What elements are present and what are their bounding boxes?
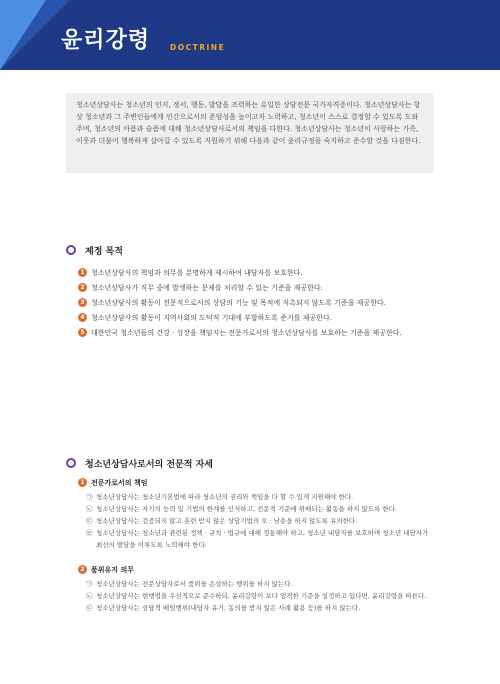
attitude-heading bbox=[66, 456, 434, 470]
dignity-list bbox=[86, 578, 434, 614]
list-item bbox=[78, 295, 402, 310]
list-marker: ㉢ bbox=[86, 604, 93, 612]
subsection-heading bbox=[78, 476, 434, 489]
list-item-text: 청소년상담사가 직무 중에 발생하는 문제를 처리할 수 있는 기준을 제공한다. bbox=[91, 283, 323, 292]
number-badge: 2 bbox=[78, 565, 87, 574]
page-title: 윤리강령 bbox=[61, 28, 151, 53]
number-badge: 3 bbox=[78, 298, 87, 307]
list-marker: ㉠ bbox=[86, 580, 93, 588]
list-item bbox=[78, 310, 402, 325]
number-badge: 1 bbox=[78, 268, 87, 277]
list-item-text: 청소년상담사는 자기의 능력 및 기법의 한계를 인식하고, 전문적 기준에 위배되는 활동을 하지 않도록 한다. bbox=[96, 505, 397, 513]
purpose-section bbox=[66, 243, 402, 340]
banner-stripe-light bbox=[0, 0, 46, 70]
page-subtitle: DOCTRINE bbox=[170, 43, 226, 52]
number-badge: 2 bbox=[78, 283, 87, 292]
responsibility-list bbox=[86, 491, 434, 551]
list-item-text: 대한민국 청소년들의 건강 · 성장을 책임지는 전문가로서의 청소년상담사를 보호하는 기준을 제공한다. bbox=[91, 328, 402, 337]
circle-bullet-icon bbox=[66, 458, 76, 468]
subsection-title: 전문가로서의 책임 bbox=[91, 478, 148, 487]
number-badge: 1 bbox=[78, 478, 87, 487]
list-marker: ㉡ bbox=[86, 505, 93, 513]
list-item bbox=[86, 503, 434, 515]
header-banner bbox=[0, 0, 500, 70]
list-marker: ㉠ bbox=[86, 493, 93, 501]
list-item bbox=[78, 280, 402, 295]
list-item-text: 청소년상담사는 청소년기본법에 따라 청소년의 권리와 책임을 다 할 수 있게 지원해야 한다. bbox=[96, 493, 354, 501]
list-marker: ㉢ bbox=[86, 517, 93, 525]
list-item bbox=[86, 602, 434, 614]
list-item-text: 청소년상담사의 책임과 의무를 분명하게 제시하여 내담자를 보호한다. bbox=[91, 268, 303, 277]
subsection-title: 품위유지 의무 bbox=[91, 565, 135, 574]
list-item-text: 청소년상담사는 전문상담자로서 품위를 손상하는 행위를 하지 않는다. bbox=[96, 580, 293, 588]
attitude-section bbox=[66, 456, 434, 614]
list-item bbox=[86, 515, 434, 527]
list-item bbox=[86, 491, 434, 503]
list-item bbox=[78, 325, 402, 340]
list-item bbox=[78, 265, 402, 280]
list-item-text: 청소년상담사는 상담적 배임행위(내담자 유기, 동의를 받지 않은 사례 활용 등)를 하지 않는다. bbox=[96, 604, 361, 612]
number-badge: 4 bbox=[78, 313, 87, 322]
list-marker: ㉡ bbox=[86, 592, 93, 600]
purpose-list bbox=[78, 265, 402, 340]
subsection-heading bbox=[78, 563, 434, 576]
circle-bullet-icon bbox=[66, 245, 76, 255]
purpose-title: 제정 목적 bbox=[85, 246, 123, 257]
number-badge: 5 bbox=[78, 328, 87, 337]
intro-paragraph: 청소년상담사는 청소년의 인지, 정서, 행동, 발달을 조력하는 유일한 상담전문 국가자격증이다. 청소년상담사는 항상 청소년과 그 주변인들에게 인간으로서의 존엄성을 높이고자 노력하고, 청소년이 스스로 결정할 수 있도록 도와주며, 청소년의 아픔과 슬픔에 대해 청소년상담사로서의 책임을 다한다. 청소년상담사는 청소년이 사랑하는 가족, 이웃과 더불어 행복하게 살아갈 수 있도록 지원하기 위해 다음과 같이 윤리규정을 숙지하고 준수할 것을 다짐한다. bbox=[66, 93, 434, 173]
list-item-text: 청소년상담사의 활동이 전문직으로서의 상담의 기능 및 목적에 저촉되지 않도록 기준을 제공한다. bbox=[91, 298, 386, 307]
list-item bbox=[86, 590, 434, 602]
list-item bbox=[86, 578, 434, 590]
list-item-text: 청소년상담사는 검증되지 않고 훈련 받지 않은 상담기법의 오 · 남용을 하지 않도록 유의한다. bbox=[96, 517, 358, 525]
list-item-text: 청소년상담사는 청소년과 관련된 정책 · 규칙 · 법규에 대해 정통해야 하고, 청소년 내담자를 보호하며 청소년 내담자가 최선의 발달을 이루도록 노력해야 한다. bbox=[96, 529, 429, 549]
list-item bbox=[86, 527, 434, 551]
list-item-text: 청소년상담사의 활동이 지역사회의 도덕적 기대에 부합하도록 준거를 제공한다. bbox=[91, 313, 332, 322]
list-marker: ㉣ bbox=[86, 529, 93, 537]
list-item-text: 청소년상담사는 현행법을 우선적으로 준수하되, 윤리강령이 보다 엄격한 기준을 설정하고 있다면, 윤리강령을 따른다. bbox=[96, 592, 427, 600]
attitude-title: 청소년상담사로서의 전문적 자세 bbox=[85, 459, 213, 470]
purpose-heading bbox=[66, 243, 402, 257]
